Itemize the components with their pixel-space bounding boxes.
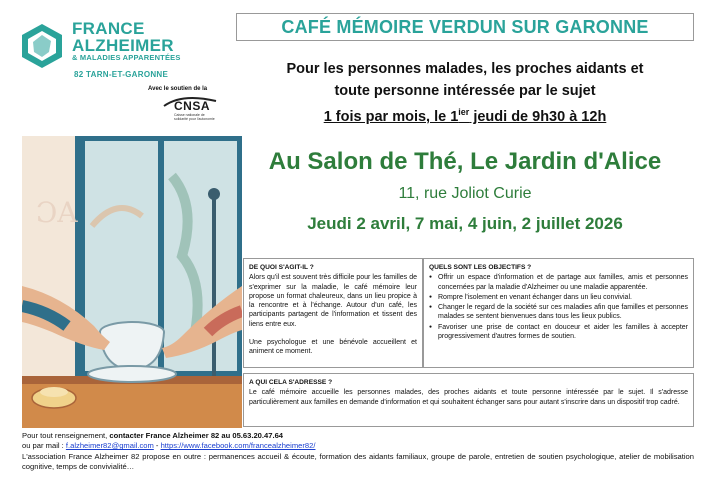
goal-item: ● Rompre l'isolement en venant échanger dans un lieu convivial. — [429, 293, 688, 302]
cnsa-support-note: Avec le soutien de la — [148, 86, 208, 92]
cnsa-name: CNSA — [174, 99, 211, 113]
title-box — [236, 13, 694, 41]
footer — [22, 431, 694, 473]
contact-phone: contacter France Alzheimer 82 au 05.63.20.47.64 — [109, 431, 284, 440]
goals-heading: QUELS SONT LES OBJECTIFS ? — [429, 264, 532, 271]
logo-line-1: FRANCE — [72, 19, 145, 38]
schedule-text — [236, 107, 694, 125]
logo-line-3: & MALADIES APPARENTÉES — [72, 53, 181, 62]
schedule-sup: ier — [458, 107, 470, 117]
association-services: L'association France Alzheimer 82 propose en outre : permanences accueil & écoute, formation des aidants familiaux, groupe de parole, entretien de soutien psychologique, atelier de mobilisation cognitive, temps de convivialité… — [22, 451, 694, 472]
what-heading: DE QUOI S'AGIT-IL ? — [249, 264, 314, 271]
facebook-link[interactable]: https://www.facebook.com/francealzheimer82/ — [160, 441, 316, 451]
audience-text — [236, 58, 694, 102]
cafe-scene-image — [22, 136, 242, 428]
france-map-logo-icon — [18, 22, 66, 70]
email-link[interactable]: f.alzheimer82@gmail.com — [65, 441, 154, 451]
who-text: Le café mémoire accueille les personnes malades, des proches aidants et toute personne intéressée par le sujet. Il s'adresse particulièrement aux familles en demande d'information et qui souhaitent échanger sans pour autant s'inscrire dans un dispositif trop cadré. — [249, 389, 688, 406]
contact-pre: Pour tout renseignement, — [22, 431, 110, 440]
mail-line — [22, 441, 694, 451]
cnsa-sponsor — [148, 86, 238, 124]
cafe-illustration — [22, 136, 242, 428]
schedule-post: jeudi de 9h30 à 12h — [469, 108, 607, 125]
audience-line-1: Pour les personnes malades, les proches aidants et — [286, 61, 644, 77]
venue-address: 11, rue Joliot Curie — [398, 185, 532, 202]
link-separator: - — [153, 441, 161, 451]
schedule-pre: 1 fois par mois, le 1 — [323, 108, 459, 125]
cnsa-logo — [162, 95, 218, 121]
what-paragraph-2: Une psychologue et une bénévole accueillent et animent ce moment. — [249, 339, 417, 356]
session-dates: Jeudi 2 avril, 7 mai, 4 juin, 2 juillet 2026 — [307, 214, 623, 233]
goal-item: ● Offrir un espace d'information et de partage aux familles, amis et personnes concernées par la maladie d'Alzheimer ou une maladie apparentée. — [429, 273, 688, 292]
cnsa-fullname: Caisse nationale de solidarité pour l'autonomie — [174, 113, 215, 121]
contact-line — [22, 431, 694, 441]
what-box — [243, 258, 423, 368]
page-title: CAFÉ MÉMOIRE VERDUN SUR GARONNE — [281, 16, 649, 37]
logo-department: 82 TARN-ET-GARONNE — [74, 70, 169, 79]
svg-text:ƆA: ƆA — [36, 196, 78, 229]
venue-name: Au Salon de Thé, Le Jardin d'Alice — [268, 148, 662, 175]
goal-item: ● Changer le regard de la société sur ces maladies afin que familles et personnes malades se sentent bienvenues dans tous les lieux publics. — [429, 303, 688, 322]
goals-box — [423, 258, 694, 368]
goals-list — [429, 273, 688, 341]
who-heading: A QUI CELA S'ADRESSE ? — [249, 379, 333, 386]
logo-line-2: ALZHEIMER — [72, 36, 174, 55]
goal-item: ● Favoriser une prise de contact en douceur et aider les familles à accepter progressivement d'autres formes de soutien. — [429, 323, 688, 342]
mail-pre: ou par mail : — [22, 441, 66, 451]
audience-box — [243, 373, 694, 427]
what-paragraph-1: Alors qu'il est souvent très difficile pour les familles de s'exprimer sur la maladie, le café mémoire leur propose un format chaleureux, dans un lieu propice à la rencontre et à l'échange. Autour d'un café, les participants partagent de l'information et tissent des liens entre eux. — [249, 274, 417, 328]
audience-line-2: toute personne intéressée par le sujet — [334, 83, 596, 99]
